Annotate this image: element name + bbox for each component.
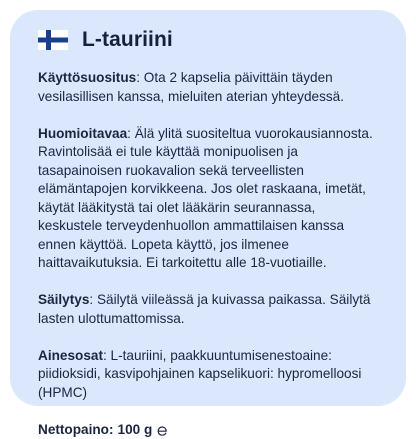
- net-weight-row: [38, 421, 380, 439]
- ingredients-label: Ainesosat: [38, 348, 103, 363]
- notes-section: [38, 125, 380, 273]
- ingredients-separator: :: [103, 348, 111, 363]
- ingredients-section: [38, 347, 380, 403]
- title-row: [38, 28, 380, 52]
- net-weight-label: Nettopaino:: [38, 421, 114, 439]
- estimated-sign-icon: [156, 425, 168, 437]
- notes-text: Älä ylitä suositeltua vuorokausiannosta. Ravintolisää ei tule käyttää monipuolisen ja tasapainoisen ruokavalion sekä terveellisten elämäntapojen korvikkeena. Jos olet raskaana, imetät, käytät lääkitystä tai olet lääkärin seurannassa, keskustele terveydenhuollon ammattilaisen kanssa ennen käyttöä. Lopeta käyttö, jos ilmenee haittavaikutuksia. Ei tarkoitettu alle 18-vuotiaille.: [38, 126, 373, 271]
- ingredients-text: L-tauriini, paakkuuntumisenestoaine: piidioksidi, kasvipohjainen kapselikuori: hypromelloosi (HPMC): [38, 348, 361, 400]
- finland-flag-icon: [38, 30, 68, 50]
- usage-section: [38, 69, 380, 106]
- notes-separator: :: [127, 126, 135, 141]
- usage-separator: :: [136, 70, 144, 85]
- storage-separator: :: [89, 292, 97, 307]
- notes-label: Huomioitavaa: [38, 126, 127, 141]
- product-title: L-tauriini: [82, 28, 173, 52]
- storage-label: Säilytys: [38, 292, 89, 307]
- product-info-card: [10, 10, 406, 406]
- net-weight-value: 100 g: [118, 421, 153, 439]
- usage-label: Käyttösuositus: [38, 70, 136, 85]
- usage-text: Ota 2 kapselia päivittäin täyden vesilasillisen kanssa, mieluiten aterian yhteydessä.: [38, 70, 344, 104]
- storage-section: [38, 291, 380, 328]
- storage-text: Säilytä viileässä ja kuivassa paikassa. Säilytä lasten ulottumattomissa.: [38, 292, 370, 326]
